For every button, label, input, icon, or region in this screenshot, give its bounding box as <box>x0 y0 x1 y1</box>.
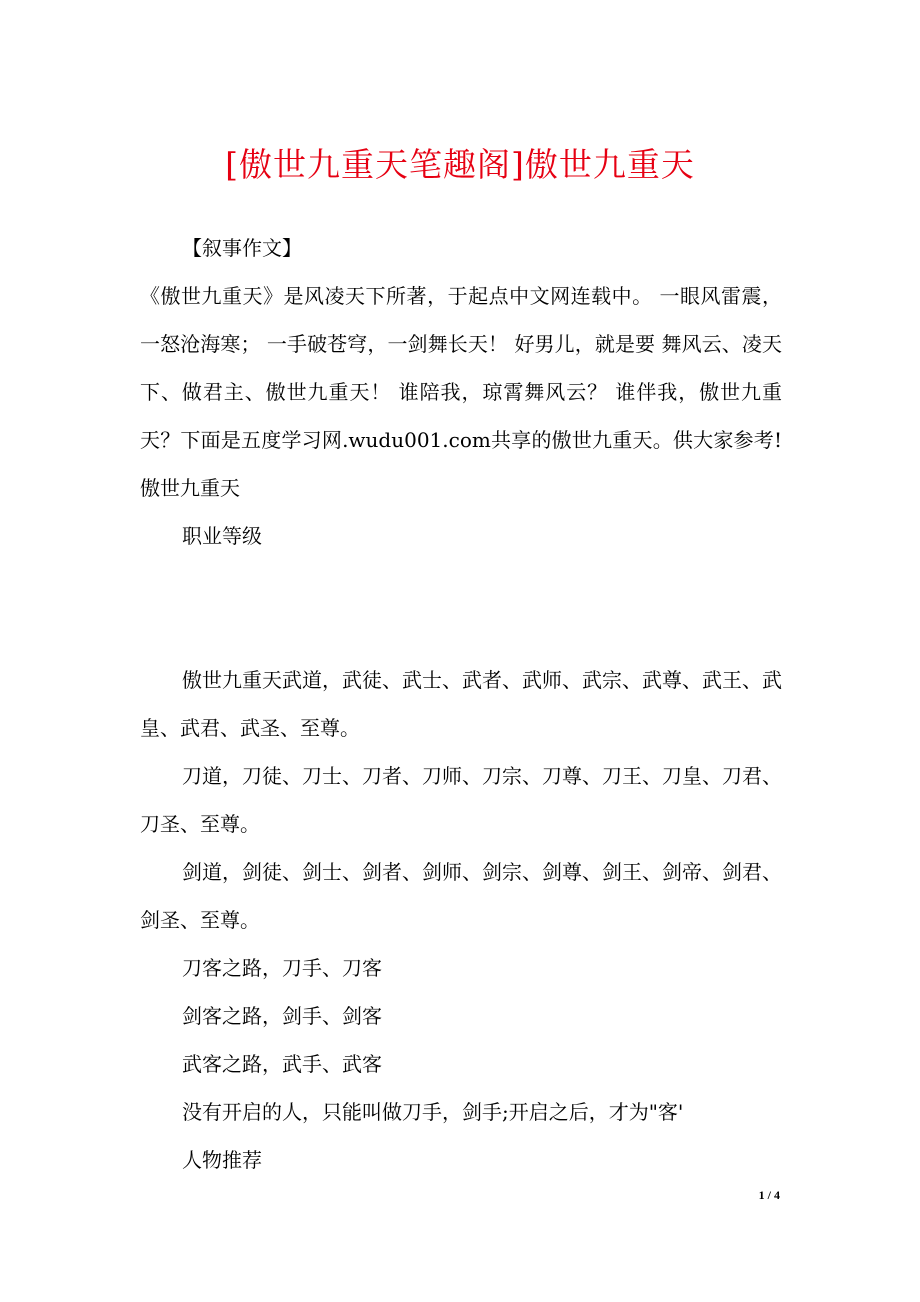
page-number: 1 / 4 <box>758 1188 780 1202</box>
section-heading-characters: 人物推荐 <box>182 1148 262 1172</box>
sword-ranks-paragraph: 剑道，剑徒、剑士、剑者、剑师、剑宗、剑尊、剑王、剑帝、剑君、剑圣、至尊。 <box>140 860 782 932</box>
blade-path-line: 刀客之路，刀手、刀客 <box>182 956 382 980</box>
sword-path-line: 剑客之路，剑手、剑客 <box>182 1004 382 1028</box>
martial-ranks-paragraph: 傲世九重天武道，武徒、武士、武者、武师、武宗、武尊、武王、武皇、武君、武圣、至尊。 <box>140 668 782 740</box>
blade-ranks-paragraph: 刀道，刀徒、刀士、刀者、刀师、刀宗、刀尊、刀王、刀皇、刀君、刀圣、至尊。 <box>140 764 782 836</box>
martial-path-line: 武客之路，武手、武客 <box>182 1052 382 1076</box>
document-title: [傲世九重天笔趣阁]傲世九重天 <box>225 145 695 184</box>
section-heading-ranks: 职业等级 <box>182 524 262 548</box>
document-body <box>140 224 822 1184</box>
category-label: 【叙事作文】 <box>182 236 302 260</box>
intro-paragraph: 《傲世九重天》是风凌天下所著，于起点中文网连载中。 一眼风雷震，一怒沧海寒； 一手破苍穹，一剑舞长天！ 好男儿，就是要 舞风云、凌天下、做君主、傲世九重天！ 谁陪我，琼霄舞风云？ 谁伴我，傲世九重天？下面是五度学习网.wudu001.com共享的傲世九重天。供大家参考! 傲世九重天 <box>140 284 822 500</box>
blank-space <box>140 560 782 656</box>
note-line: 没有开启的人，只能叫做刀手，剑手;开启之后，才为"客' <box>182 1100 684 1124</box>
